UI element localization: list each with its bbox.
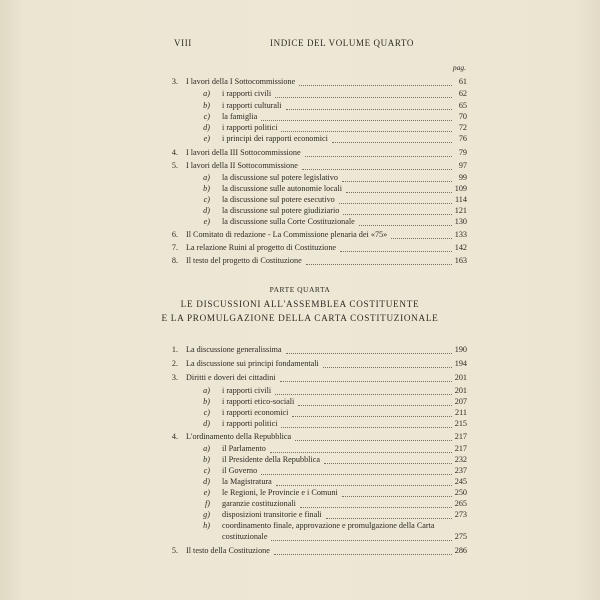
entry-text: disposizioni transitorie e finali bbox=[222, 510, 322, 519]
entry-number: 7. bbox=[171, 243, 178, 252]
entry-page: 211 bbox=[455, 408, 467, 417]
part-label: PARTE QUARTA bbox=[269, 285, 331, 294]
entry-text: La discussione sui principi fondamentali bbox=[186, 359, 319, 368]
entry-page: 265 bbox=[454, 499, 467, 508]
entry-page: 142 bbox=[454, 243, 467, 252]
dot-leader bbox=[305, 144, 452, 157]
entry-page: 245 bbox=[454, 477, 467, 486]
entry-letter: b) bbox=[203, 184, 210, 193]
entry-page: 250 bbox=[454, 488, 467, 497]
entry-text: Diritti e doveri dei cittadini bbox=[186, 373, 276, 382]
entry-page: 109 bbox=[454, 184, 467, 193]
entry-letter: e) bbox=[203, 488, 210, 497]
pag-label: pag. bbox=[452, 63, 466, 72]
entry-text: la Magistratura bbox=[222, 477, 272, 486]
entry-text: La relazione Ruini al progetto di Costituzione bbox=[186, 243, 337, 252]
entry-letter: c) bbox=[203, 112, 210, 121]
dot-leader bbox=[391, 226, 452, 239]
entry-number: 5. bbox=[171, 546, 178, 555]
entry-text: il Presidente della Repubblica bbox=[222, 455, 320, 464]
dot-leader bbox=[280, 369, 452, 382]
entry-text: garanzie costituzionali bbox=[222, 499, 296, 508]
entry-page: 286 bbox=[454, 546, 467, 555]
entry-page: 217 bbox=[454, 432, 467, 441]
entry-letter: a) bbox=[203, 173, 210, 182]
entry-text: le Regioni, le Provincie e i Comuni bbox=[222, 488, 338, 497]
entry-page: 65 bbox=[458, 101, 467, 110]
dot-leader bbox=[359, 213, 452, 226]
entry-text: il Governo bbox=[222, 466, 258, 475]
toc-entry bbox=[0, 216, 600, 228]
entry-page: 76 bbox=[458, 134, 467, 143]
part-title-line-2: E LA PROMULGAZIONE DELLA CARTA COSTITUZIONALE bbox=[161, 313, 439, 323]
part-title-line-1: LE DISCUSSIONI ALL'ASSEMBLEA COSTITUENTE bbox=[180, 299, 420, 309]
entry-page: 61 bbox=[458, 77, 467, 86]
entry-letter: c) bbox=[203, 195, 210, 204]
entry-letter: d) bbox=[203, 419, 210, 428]
entry-number: 3. bbox=[171, 373, 178, 382]
entry-letter: d) bbox=[203, 206, 210, 215]
entry-page: 163 bbox=[454, 256, 467, 265]
entry-letter: e) bbox=[203, 217, 210, 226]
entry-page: 133 bbox=[454, 230, 467, 239]
entry-page: 97 bbox=[458, 161, 467, 170]
entry-number: 4. bbox=[171, 148, 178, 157]
toc-entry bbox=[0, 545, 600, 557]
entry-page: 79 bbox=[458, 148, 467, 157]
toc-entry bbox=[0, 344, 600, 356]
entry-page: 207 bbox=[454, 397, 467, 406]
entry-text: i rapporti etico-sociali bbox=[222, 397, 295, 406]
entry-number: 5. bbox=[171, 161, 178, 170]
entry-letter: b) bbox=[203, 455, 210, 464]
toc-entry bbox=[0, 255, 600, 267]
entry-letter: b) bbox=[203, 397, 210, 406]
entry-page: 190 bbox=[454, 345, 467, 354]
entry-number: 4. bbox=[171, 432, 178, 441]
entry-text: Il Comitato di redazione - La Commissione plenaria dei «75» bbox=[186, 230, 388, 239]
toc-entry bbox=[0, 242, 600, 254]
entry-text: Il testo della Costituzione bbox=[186, 546, 270, 555]
entry-page: 232 bbox=[454, 455, 467, 464]
entry-text: i rapporti culturali bbox=[222, 101, 282, 110]
header-title: INDICE DEL VOLUME QUARTO bbox=[270, 38, 414, 48]
entry-page: 130 bbox=[454, 217, 467, 226]
entry-text: i rapporti civili bbox=[222, 386, 272, 395]
entry-letter: d) bbox=[203, 123, 210, 132]
dot-leader bbox=[274, 542, 452, 555]
entry-text: la discussione sul potere legislativo bbox=[222, 173, 338, 182]
entry-page: 194 bbox=[454, 359, 467, 368]
entry-number: 2. bbox=[171, 359, 178, 368]
entry-text: la discussione sulle autonomie locali bbox=[222, 184, 343, 193]
entry-page: 215 bbox=[454, 419, 467, 428]
entry-letter: a) bbox=[203, 444, 210, 453]
dot-leader bbox=[271, 528, 452, 541]
entry-letter: c) bbox=[203, 408, 210, 417]
entry-number: 8. bbox=[171, 256, 178, 265]
entry-letter: a) bbox=[203, 386, 210, 395]
entry-letter: h) bbox=[203, 521, 210, 530]
dot-leader bbox=[326, 506, 452, 519]
header-page-number: VIII bbox=[174, 38, 192, 48]
entry-text: la famiglia bbox=[222, 112, 258, 121]
entry-text: i rapporti economici bbox=[222, 408, 289, 417]
entry-text: Il testo del progetto di Costituzione bbox=[186, 256, 302, 265]
entry-page: 114 bbox=[455, 195, 467, 204]
entry-text: L'ordinamento della Repubblica bbox=[186, 432, 292, 441]
dot-leader bbox=[332, 130, 452, 143]
entry-text: costituzionale bbox=[222, 532, 268, 541]
entry-page: 273 bbox=[454, 510, 467, 519]
entry-text: I lavori della II Sottocommissione bbox=[186, 161, 298, 170]
entry-page: 121 bbox=[454, 206, 467, 215]
entry-text: i principi dei rapporti economici bbox=[222, 134, 328, 143]
dot-leader bbox=[323, 355, 452, 368]
entry-text: coordinamento finale, approvazione e promulgazione della Carta bbox=[222, 521, 435, 530]
entry-letter: f) bbox=[204, 499, 210, 508]
entry-page: 62 bbox=[458, 89, 467, 98]
entry-text: la discussione sul potere esecutivo bbox=[222, 195, 335, 204]
entry-page: 99 bbox=[458, 173, 467, 182]
entry-number: 6. bbox=[171, 230, 178, 239]
entry-text: I lavori della III Sottocommissione bbox=[186, 148, 301, 157]
entry-page: 217 bbox=[454, 444, 467, 453]
entry-page: 70 bbox=[458, 112, 467, 121]
entry-text: La discussione generalissima bbox=[186, 345, 282, 354]
entry-letter: c) bbox=[203, 466, 210, 475]
dot-leader bbox=[306, 252, 452, 265]
toc-entry bbox=[0, 147, 600, 159]
entry-letter: b) bbox=[203, 101, 210, 110]
dot-leader bbox=[286, 341, 453, 354]
entry-text: i rapporti politici bbox=[222, 123, 278, 132]
entry-text: il Parlamento bbox=[222, 444, 266, 453]
entry-page: 275 bbox=[454, 532, 467, 541]
entry-text: la discussione sul potere giudiziario bbox=[222, 206, 340, 215]
entry-text: la discussione sulla Corte Costituzionale bbox=[222, 217, 355, 226]
entry-letter: a) bbox=[203, 89, 210, 98]
toc-entry bbox=[0, 160, 600, 172]
toc-entry bbox=[0, 133, 600, 145]
running-header bbox=[0, 38, 600, 52]
entry-number: 3. bbox=[171, 77, 178, 86]
dot-leader bbox=[340, 239, 452, 252]
entry-text: I lavori della I Sottocommissione bbox=[186, 77, 296, 86]
entry-page: 237 bbox=[454, 466, 467, 475]
entry-page: 201 bbox=[454, 386, 467, 395]
entry-text: i rapporti civili bbox=[222, 89, 272, 98]
entry-page: 72 bbox=[458, 123, 467, 132]
dot-leader bbox=[281, 415, 452, 428]
entry-number: 1. bbox=[171, 345, 178, 354]
toc-entry bbox=[0, 229, 600, 241]
entry-letter: e) bbox=[203, 134, 210, 143]
entry-page: 201 bbox=[454, 373, 467, 382]
entry-letter: g) bbox=[203, 510, 210, 519]
entry-text: i rapporti politici bbox=[222, 419, 278, 428]
entry-letter: d) bbox=[203, 477, 210, 486]
